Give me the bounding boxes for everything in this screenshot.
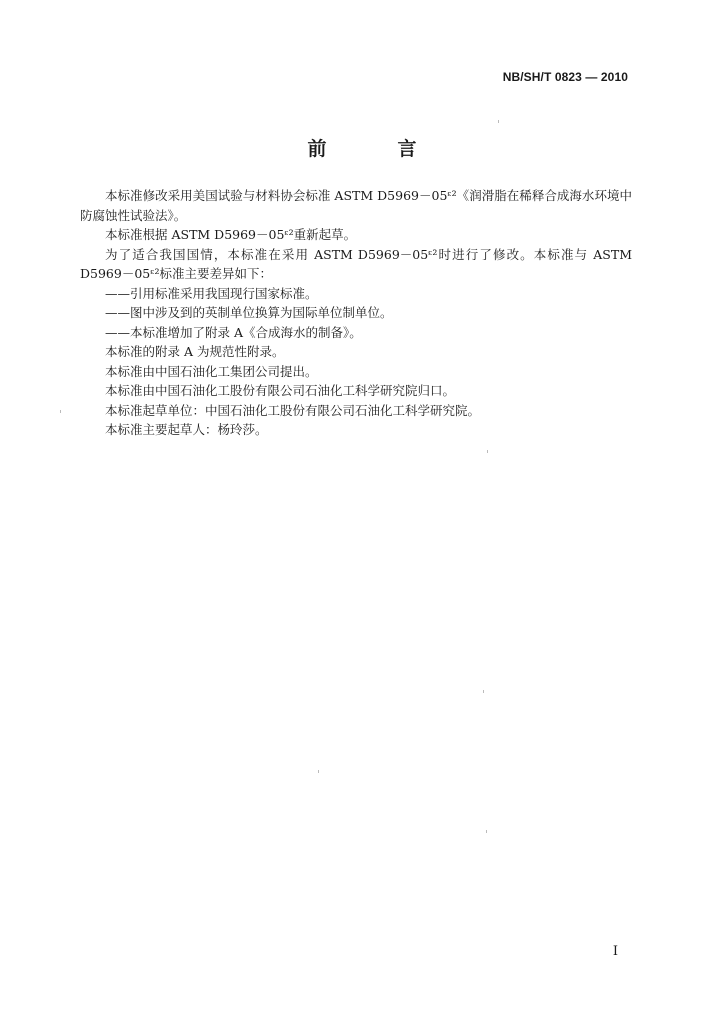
paragraph-drafting-unit: 本标准起草单位：中国石油化工股份有限公司石油化工科学研究院。 bbox=[105, 402, 481, 418]
paragraph-adoption: 本标准修改采用美国试验与材料协会标准 ASTM D5969－05ᵋ²《润滑脂在稀释合成海水环境中防腐蚀性试验法》。 bbox=[80, 188, 632, 223]
scan-speck bbox=[318, 770, 319, 773]
scan-speck bbox=[483, 690, 484, 693]
page-title: 前 言 bbox=[307, 138, 443, 160]
scan-speck bbox=[486, 830, 487, 833]
standard-code: NB/SH/T 0823 — 2010 bbox=[502, 70, 628, 84]
scan-speck bbox=[487, 450, 488, 453]
paragraph-responsible: 本标准由中国石油化工股份有限公司石油化工科学研究院归口。 bbox=[105, 383, 456, 398]
difference-item: ——引用标准采用我国现行国家标准。 bbox=[105, 285, 318, 301]
scan-speck bbox=[498, 120, 499, 123]
paragraph-annex: 本标准的附录 A 为规范性附录。 bbox=[105, 344, 285, 359]
page-number: I bbox=[612, 944, 618, 959]
foreword-body bbox=[80, 186, 632, 440]
paragraph-modifications: 为了适合我国国情，本标准在采用 ASTM D5969－05ᵋ²时进行了修改。本标准与 ASTM D5969－05ᵋ²标准主要差异如下： bbox=[80, 246, 632, 281]
paragraph-drafting-basis: 本标准根据 ASTM D5969－05ᵋ²重新起草。 bbox=[105, 227, 357, 242]
difference-item: ——本标准增加了附录 A《合成海水的制备》。 bbox=[105, 324, 362, 340]
paragraph-drafter: 本标准主要起草人：杨玲莎。 bbox=[105, 422, 268, 437]
scan-speck bbox=[60, 410, 61, 413]
paragraph-proposer: 本标准由中国石油化工集团公司提出。 bbox=[105, 363, 318, 379]
difference-item: ——图中涉及到的英制单位换算为国际单位制单位。 bbox=[105, 305, 393, 320]
